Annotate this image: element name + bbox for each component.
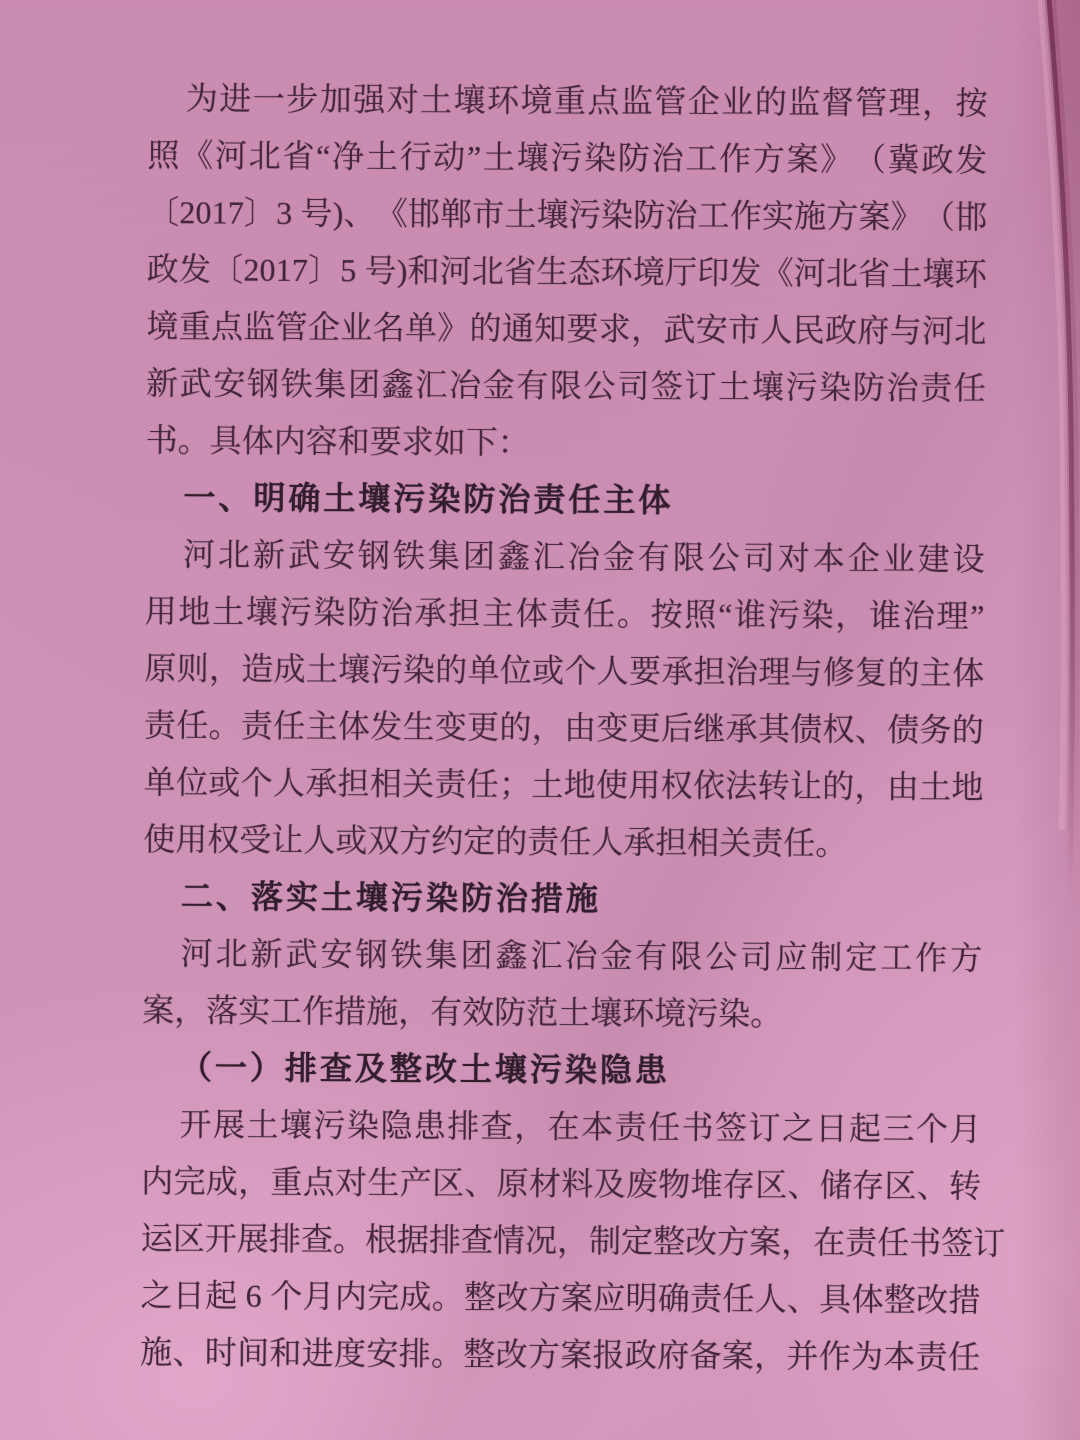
text-line: 运 区 开 展 排 查 。 根 据 排 查 情 况 ， 制 定 整 改 方 案 ， 在 责 任 书 签 订 xyxy=(140,1219,1006,1262)
text-line: 书。具体内容和要求如下： xyxy=(145,421,530,461)
section-heading-1: 一、明确土壤污染防治责任主体 xyxy=(183,479,674,519)
text-line: 内 完 成 ， 重 点 对 生 产 区 、 原 材 料 及 废 物 堆 存 区 、 储 存 区 、 转 xyxy=(141,1162,982,1205)
text-line: 责 任 。 责 任 主 体 发 生 变 更 的 ， 由 变 更 后 继 承 其 债 权 、 债 务 的 xyxy=(143,706,984,749)
text-line: 案，落实工作措施，有效防范土壤环境污染。 xyxy=(142,991,783,1032)
text-line: 河 北 新 武 安 钢 铁 集 团 鑫 汇 冶 金 有 限 公 司 对 本 企 业 建 设 xyxy=(182,536,985,578)
text-line: 之 日 起 6 个 月 内 完 成 。 整 改 方 案 应 明 确 责 任 人 、 具 体 整 改 措 xyxy=(140,1276,981,1319)
text-line: 为 进 一 步 加 强 对 土 壤 环 境 重 点 监 管 企 业 的 监 督 管 理 ， 按 xyxy=(185,80,988,122)
text-line: 照 《 河 北 省 “ 净 土 行 动 ” 土 壤 污 染 防 治 工 作 方 案 》 （ 冀 政 发 xyxy=(147,136,988,179)
crease-line xyxy=(1048,0,1072,900)
document-text xyxy=(140,70,1006,1386)
text-line: 使用权受让人或双方约定的责任人承担相关责任。 xyxy=(143,820,848,862)
page-edge-shade xyxy=(1048,0,1080,900)
text-line: 〔 2 0 1 7 〕 3 号 ) 、 《 邯 郸 市 土 壤 污 染 防 治 工 作 实 施 方 案 》 （ 邯 xyxy=(147,193,988,236)
text-line: 新 武 安 钢 铁 集 团 鑫 汇 冶 金 有 限 公 司 签 订 土 壤 污 染 防 治 责 任 xyxy=(145,364,986,407)
text-line: 原 则 ， 造 成 土 壤 污 染 的 单 位 或 个 人 要 承 担 治 理 与 修 复 的 主 体 xyxy=(144,649,985,692)
subsection-heading-2-1: （一）排查及整改土壤污染隐患 xyxy=(179,1049,671,1089)
crease-highlight xyxy=(1040,0,1064,830)
section-heading-2: 二、落实土壤污染防治措施 xyxy=(180,878,602,917)
text-line: 开 展 土 壤 污 染 隐 患 排 查 ， 在 本 责 任 书 签 订 之 日 起 三 个 月 xyxy=(179,1106,982,1148)
text-line: 境 重 点 监 管 企 业 名 单 》 的 通 知 要 求 ， 武 安 市 人 民 政 府 与 河 北 xyxy=(146,307,987,350)
crease-soft-shadow xyxy=(1048,0,1072,900)
text-line: 河 北 新 武 安 钢 铁 集 团 鑫 汇 冶 金 有 限 公 司 应 制 定 工 作 方 xyxy=(180,935,983,977)
text-line: 施 、 时 间 和 进 度 安 排 。 整 改 方 案 报 政 府 备 案 ， 并 作 为 本 责 任 xyxy=(140,1333,981,1376)
text-line: 单 位 或 个 人 承 担 相 关 责 任 ； 土 地 使 用 权 依 法 转 让 的 ， 由 土 地 xyxy=(143,763,984,806)
text-line: 政 发 〔 2 0 1 7 〕 5 号 ) 和 河 北 省 生 态 环 境 厅 印 发 《 河 北 省 土 壤 环 xyxy=(146,250,987,293)
text-line: 用 地 土 壤 污 染 防 治 承 担 主 体 责 任 。 按 照 “ 谁 污 染 ， 谁 治 理 ” xyxy=(144,592,985,635)
